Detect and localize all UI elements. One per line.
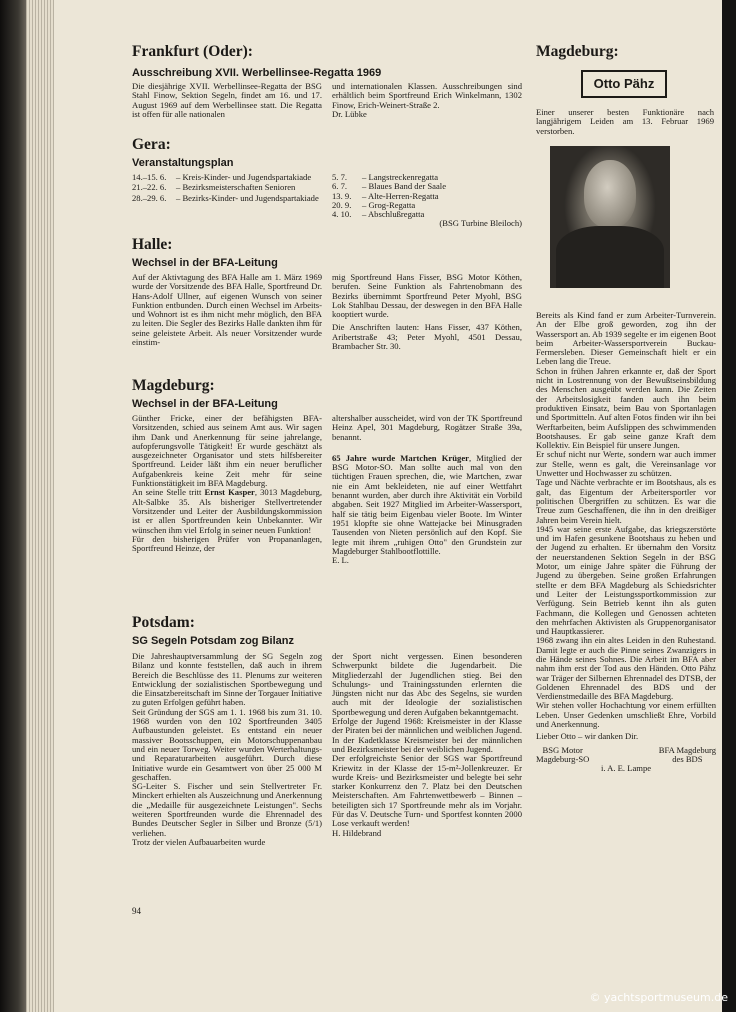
- magazine-page: [54, 0, 722, 1012]
- heading-potsdam: Potsdam:: [132, 614, 195, 631]
- schedule-row: 14.–15. 6. – Kreis-Kinder- und Jugendspartakiade: [132, 172, 312, 182]
- frankfurt-col2: und internationalen Klassen. Ausschreibungen sind erhältlich beim Sportfreund Erich Winkelmann, 1302 Finow, Erich-Weinert-Straße 2. Dr. Lübke: [332, 81, 522, 119]
- gera-schedule-note: (BSG Turbine Bleiloch): [439, 218, 522, 229]
- heading-frankfurt: Frankfurt (Oder):: [132, 43, 253, 60]
- portrait-photo: [550, 146, 670, 288]
- potsdam-col1: Die Jahreshauptversammlung der SG Segeln zog Bilanz und konnte feststellen, daß auch in ihrem Bereich die Beschlüsse des 11. Plenums zur weiteren Entwicklung der sozialistischen Sportbewegung und die Einsatzbereitschaft im Sinne der Torgauer Initiative zu guten Erfolgen geführt haben. Seit Gründung der SGS am 1. 1. 1968 bis zum 31. 10. 1968 wurden von den 102 Sportfreunden 3405 Aufbaustunden geleistet. Es entstand ein neuer massiver Bootsschuppen, ein Motorschuppenanbau und ein neuer Torweg. Weiter wurden Werterhaltungs- und Reparaturarbeiten ausgeführt. Durch diese Initiative wurde ein Gesamtwert von über 25 000 M geschaffen. SG-Leiter S. Fischer und sein Stellvertreter Fr. Minckert erhielten als Auszeichnung und Anerkennung die „Medaille für ausgezeichnete Leistungen". Sechs weiteren Sportfreunden wurde die Ehrennadel des Bundes Deutscher Segler in Silber und Bronze (5/1) verliehen. Trotz der vielen Aufbauarbeiten wurde: [132, 651, 322, 847]
- krueger-title: 65 Jahre wurde Martchen Krüger: [332, 452, 469, 463]
- halle-col1: Auf der Aktivtagung des BFA Halle am 1. März 1969 wurde der Vorsitzende des BFA Halle, Sportfreund Dr. Hans-Adolf Ullner, auf eigenen Wunsch von seiner Funktion entbunden. Durch einen Wechsel im Arbeits- und Wohnort ist es ihm nicht mehr möglich, den BFA zu leiten. Die Segler des Bezirks Halle dankten ihm für seine geleistete Arbeit. Als neuer Vorsitzender wurde einstim-: [132, 272, 322, 348]
- potsdam-col2: der Sport nicht vergessen. Einen besonderen Schwerpunkt bildete die Jugendarbeit. Die Mitgliederzahl der Jugendlichen stieg. Bei den Schulungs- und Trainingsstunden erlernten die Jüngsten nicht nur das Abc des Segelns, sie wurden auch mit der Ideologie der sozialistischen Sportbewegung und deren Aufgaben bekanntgemacht. Erfolge der Jugend 1968: Kreismeister in der Klasse der Piraten bei der männlichen und weiblichen Jugend. In der Kadetklasse Kreismeister bei der männlichen und Bezirksmeister bei der weiblichen Jugend. Der erfolgreichste Senior der SGS war Sportfreund Kriewitz in der Klasse der 15-m²-Jollenkreuzer. Er wurde Kreis- und Bezirksmeister und belegte bei sehr starker Konkurrenz den 7. Platz bei den Deutschen Meisterschaften. Am Fahrtenwettbewerb – Binnen – beteiligten sich 17 Sportfreunde mehr als im Vorjahr. Für das V. Deutsche Turn- und Sportfest konnten 2000 Lose verkauft werden! H. Hildebrand: [332, 651, 522, 838]
- schedule-row: 28.–29. 6. – Bezirks-Kinder- und Jugendspartakiade: [132, 192, 319, 203]
- schedule-row: 6. 7. – Blaues Band der Saale: [332, 181, 447, 192]
- schedule-row: 21.–22. 6. – Bezirksmeisterschaften Senioren: [132, 182, 296, 193]
- page-edges: [26, 0, 54, 1012]
- magdeburg-col2: altershalber ausscheidet, wird von der TK Sportfreund Heinz Apel, 301 Magdeburg, Rogätzer Straße 39a, benannt. 65 Jahre wurde Martchen Krüger, Mitglied der BSG Motor-SO. Man sollte auch mal von den tüchtigen Frauen sprechen, die, wie Martchen, zwar nie ein Amt bekleideten, nie auf einer Wettfahrt benannt wurden, aber durch ihre Aktivität ein Vorbild abgaben. Seit 1927 Mitglied im Arbeiter-Wassersport, half sie tätig beim Eigenbau vieler Boote. Im Winter 1951 klopfte sie ohne Wattejacke bei Minusgraden Tausenden von Nieten persönlich auf den Kopf. Sie legte mit ihrem „ruhigen Otto" den Grundstein zur Magdeburger Stahlbootflottille. E. L.: [332, 413, 522, 566]
- halle-col2: mig Sportfreund Hans Fisser, BSG Motor Köthen, berufen. Seine Funktion als Fahrtenobmann des Bezirks übernimmt Sportfreund Peter Myohl, BSG Lok Stahlbau Dessau, der deswegen in den BFA Halle kooptiert wurde. Die Anschriften lauten: Hans Fisser, 437 Köthen, Aribertstraße 43; Peter Myohl, 4501 Dessau, Brambacher Str. 30.: [332, 272, 522, 352]
- subheading-gera: Veranstaltungsplan: [132, 157, 234, 169]
- heading-magdeburg: Magdeburg:: [132, 377, 215, 394]
- heading-obituary: Magdeburg:: [536, 43, 619, 60]
- schedule-row: 13. 9. – Alte-Herren-Regatta: [332, 190, 439, 201]
- gera-schedule-left: [132, 173, 322, 203]
- book-binding: [0, 0, 26, 1012]
- potsdam-signature: H. Hildebrand: [332, 827, 382, 838]
- heading-gera: Gera:: [132, 136, 171, 153]
- frankfurt-signature: Dr. Lübke: [332, 108, 367, 119]
- subheading-potsdam: SG Segeln Potsdam zog Bilanz: [132, 635, 294, 647]
- schedule-row: 4. 10. – Abschlußregatta: [332, 209, 425, 220]
- heading-halle: Halle:: [132, 236, 173, 253]
- frankfurt-col1: Die diesjährige XVII. Werbellinsee-Regatta der BSG Stahl Finow, Sektion Segeln, findet am 16. und 17. August 1969 auf dem Werbellinsee statt. Die Regatta ist offen für alle nationalen: [132, 81, 322, 119]
- page-number: 94: [132, 906, 141, 916]
- portrait-coat: [556, 226, 664, 288]
- obituary-intro: Einer unserer besten Funktionäre nach langjährigem Leiden am 13. Februar 1969 verstorben.: [536, 107, 714, 136]
- obituary-text: Bereits als Kind fand er zum Arbeiter-Turnverein. An der Elbe groß geworden, zog ihn der Wassersport an. Ab 1939 segelte er im eigenen Boot beim Arbeiter-Wassersportverein Buckau-Fermersleben. Dieser Gemeinschaft hielt er ein Leben lang die Treue. Schon in frühen Jahren erkannte er, daß der Sport nicht in Lostrennung von der Bewußtseinsbildung des Menschen ausgeübt werden kann. Die Zeiten der Arbeitslosigkeit fanden auch ihn beim produktiven Einsatz, beim Bau von Sportanlagen und Sportmitteln. Auf alten Fotos finden wir ihn bei Werftarbeiten, beim Aufslippen des schwimmenden Bootshauses. Er gab seine ganze Kraft dem Kollektiv. Ein Beispiel für unsere Jungen. Er schuf nicht nur Werte, sondern war auch immer zur Stelle, wenn es galt, die Vereinsanlage vor Unwetter und Hochwasser zu schützen. Tage und Nächte verbrachte er im Bootshaus, als es galt, das Eigentum der Arbeitersportler vor politischen Übergriffen zu schützen. Es war die Treue zum Geschaffenen, die ihn in den dreißiger Jahren beim Verein hielt. 1945 war seine erste Aufgabe, das kriegszerstörte und im Hafen gesunkene Bootshaus zu heben und der Jugend zu erhalten. Er übernahm den Vorsitz der neuerstandenen Sektion Segeln in der BSG Motor, um einige Jahre später die Führung der Jugend zu übergeben. Seine großen Erfahrungen stellte er dem BFA Magdeburg als Schiedsrichter und Leiter der Leistungssportkommission zur Verfügung. Sein Betrieb kennt ihn als guten Fachmann, die Kollegen und Genossen achteten den mehrfachen Aktivisten als Gruppenorganisator und Hauptkassierer. 1968 zwang ihn ein altes Leiden in den Ruhestand. Damit legte er auch die Pinne seines Zwanzigers in die Hände seines Sohnes. Die Arbeit im BFA aber nahm ihm erst der Tod aus den Händen. Otto Pähz war Träger der Silbernen Ehrennadel des DTSB, der Goldenen Ehrennadel des BDS und der Verdienstmedaille des BFA Magdeburg. Wir stehen voller Hochachtung vor einem erfüllten Leben. Unser Gedenken umschließt Ehre, Vorbild und Anerkennung. Lieber Otto – wir danken Dir. BSG Motor Magdeburg-SO BFA Magdeburg des BDS i. A. E. Lampe: [536, 310, 716, 774]
- portrait-face: [584, 160, 636, 228]
- gera-schedule-right: [332, 173, 522, 229]
- magdeburg-col1: Günther Fricke, einer der befähigsten BFA-Vorsitzenden, schied aus seinem Amt aus. Wir sagen ihm Dank und Anerkennung für seine jahrelange, aufopferungsvolle Tätigkeit! Er wurde geschätzt als ausgezeichneter Organisator und stets hilfsbereiter Sportfreund. Leider läßt ihm ein neuer beruflicher Aufgabenkreis keine Zeit mehr für seine Funktionstätigkeit im BFA Magdeburg. An seine Stelle tritt Ernst Kasper, 3013 Magdeburg, Alt-Salbke 35. Als bisheriger Stellvertretender Vorsitzender und Leiter der Ausbildungskommission ist er allen Sportfreunden kein Unbekannter. Wir wünschen ihm viel Erfolg in seiner neuen Funktion! Für den bisherigen Prüfer von Propananlagen, Sportfreund Heinze, der: [132, 413, 322, 554]
- obituary-name-box: Otto Pähz: [581, 70, 667, 98]
- subheading-frankfurt: Ausschreibung XVII. Werbellinsee-Regatta 1969: [132, 67, 382, 79]
- background-edge: [722, 0, 736, 1012]
- subheading-halle: Wechsel in der BFA-Leitung: [132, 257, 278, 269]
- subheading-magdeburg: Wechsel in der BFA-Leitung: [132, 398, 278, 410]
- obituary-signatures: BSG Motor Magdeburg-SO BFA Magdeburg des BDS: [536, 744, 716, 764]
- schedule-row: 20. 9. – Grog-Regatta: [332, 199, 416, 210]
- watermark: © yachtsportmuseum.de: [589, 991, 728, 1004]
- ernst-kasper-name: Ernst Kasper: [204, 487, 255, 498]
- schedule-row: 5. 7. – Langstreckenregatta: [332, 172, 439, 182]
